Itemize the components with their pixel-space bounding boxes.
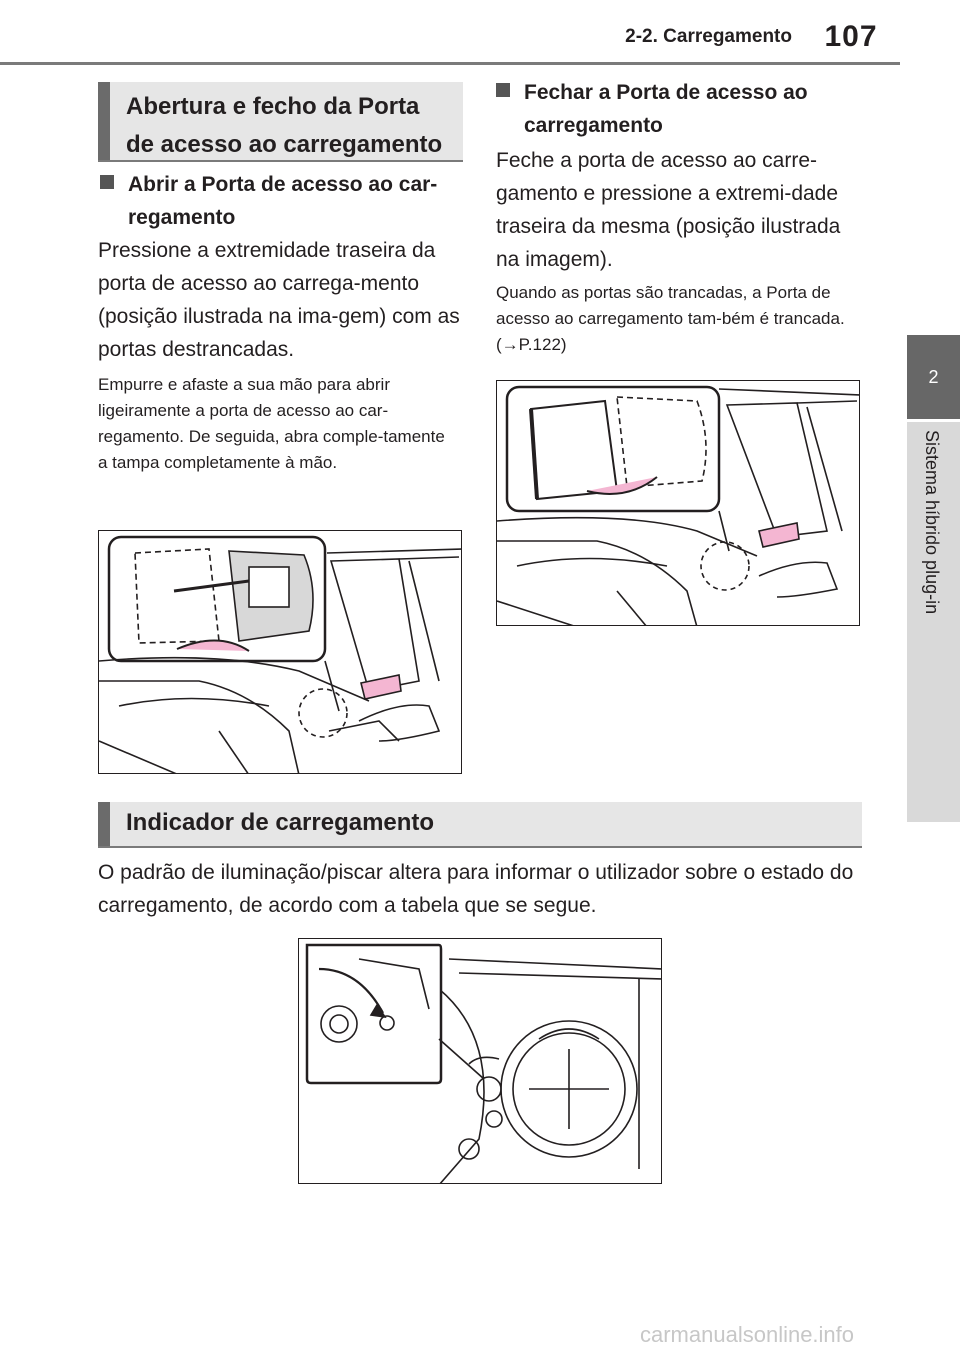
indicator-body: O padrão de iluminação/piscar altera para informar o utilizador sobre o estado do carregamento, de acordo com a tabela que se segue. xyxy=(98,861,854,917)
heading-rule xyxy=(98,160,463,162)
indicator-heading-text: Indicador de carregamento xyxy=(126,809,435,836)
header-rule xyxy=(0,62,900,65)
section-label: 2-2. Carregamento xyxy=(625,26,792,47)
bullet-square-icon xyxy=(100,175,114,189)
chapter-number: 2 xyxy=(928,366,939,387)
heading-rule xyxy=(98,846,862,848)
close-body: Feche a porta de acesso ao carre-gamento e pressione a extremi-dade traseira da mesma (posição ilustrada na imagem). xyxy=(496,149,841,271)
close-door-illustration xyxy=(496,380,860,626)
close-note: Quando as portas são trancadas, a Porta de acesso ao carregamento tam-bém é trancada. (→P.122) xyxy=(496,283,845,354)
page-number: 107 xyxy=(824,20,878,53)
close-subheading-text: Fechar a Porta de acesso ao carregamento xyxy=(524,81,808,137)
indicator-illustration xyxy=(298,938,662,1184)
open-door-illustration xyxy=(98,530,462,774)
close-subheading xyxy=(496,76,884,142)
indicator-heading xyxy=(98,802,862,846)
open-body: Pressione a extremidade traseira da porta de acesso ao carrega-mento (posição ilustrada na ima-gem) com as portas destrancadas. xyxy=(98,239,460,361)
open-note: Empurre e afaste a sua mão para abrir ligeiramente a porta de acesso ao car-regamento. De seguida, abra comple-tamente a tampa completamente à mão. xyxy=(98,375,445,472)
access-door-heading-text: Abertura e fecho da Porta de acesso ao carregamento xyxy=(126,93,443,158)
bullet-square-icon xyxy=(496,83,510,97)
open-subheading-text: Abrir a Porta de acesso ao car-regamento xyxy=(128,173,438,229)
watermark: carmanualsonline.info xyxy=(640,1322,855,1347)
chapter-title: Sistema híbrido plug-in xyxy=(922,430,942,615)
open-subheading xyxy=(100,168,488,234)
chapter-tab xyxy=(907,335,960,419)
access-door-heading xyxy=(98,82,463,160)
